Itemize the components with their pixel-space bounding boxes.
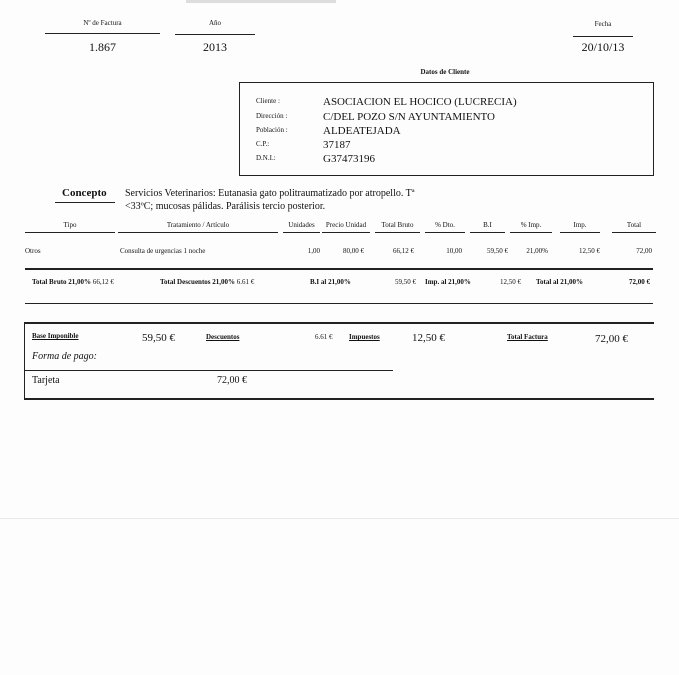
anio-value: 2013 bbox=[203, 40, 227, 54]
base-imponible-label: Base Imponible bbox=[32, 332, 79, 340]
fecha-underline bbox=[573, 36, 633, 37]
col-tipo: Tipo bbox=[63, 221, 77, 229]
descuentos-value: 6.61 € bbox=[315, 333, 333, 341]
col-precio: Precio Unidad bbox=[325, 221, 367, 229]
bi-label: B.I al 21,00% bbox=[310, 278, 351, 286]
fecha-label: Fecha bbox=[594, 20, 612, 28]
pago-method: Tarjeta bbox=[32, 375, 60, 386]
factura-underline bbox=[45, 33, 160, 34]
total-bruto-label: Total Bruto 21,00% bbox=[32, 278, 92, 286]
fecha-value: 20/10/13 bbox=[581, 40, 625, 54]
concepto-underline bbox=[55, 202, 115, 203]
col-unidades: Unidades bbox=[288, 221, 315, 229]
bi-value: 59,50 € bbox=[395, 278, 416, 286]
col-underline bbox=[510, 232, 552, 233]
col-underline bbox=[375, 232, 420, 233]
total-label: Total al 21,00% bbox=[536, 278, 583, 286]
impuestos-value: 12,50 € bbox=[412, 332, 445, 344]
direccion-value: C/DEL POZO S/N AYUNTAMIENTO bbox=[323, 111, 495, 123]
col-tratamiento: Tratamiento / Artículo bbox=[166, 221, 230, 229]
cp-label: C.P.: bbox=[256, 140, 270, 148]
col-underline bbox=[322, 232, 370, 233]
col-underline bbox=[612, 232, 656, 233]
row-total: 72,00 bbox=[636, 247, 652, 255]
col-dto: % Dto. bbox=[435, 221, 455, 229]
row-tratamiento: Consulta de urgencias 1 noche bbox=[120, 247, 206, 255]
row-unidades: 1,00 bbox=[307, 247, 320, 255]
forma-pago-label: Forma de pago: bbox=[32, 351, 97, 362]
totals-line bbox=[32, 278, 114, 286]
anio-label: Año bbox=[208, 19, 222, 27]
dni-label: D.N.I.: bbox=[256, 154, 276, 162]
concepto-label: Concepto bbox=[62, 187, 107, 199]
total-value: 72,00 € bbox=[629, 278, 650, 286]
cliente-name: ASOCIACION EL HOCICO (LUCRECIA) bbox=[323, 96, 517, 108]
totals-top-rule bbox=[25, 268, 653, 270]
totals-bottom-rule bbox=[25, 303, 653, 304]
total-bruto-value: 66,12 € bbox=[92, 278, 114, 286]
row-bi: 59,50 € bbox=[487, 247, 508, 255]
col-bruto: Total Bruto bbox=[381, 221, 414, 229]
poblacion-value: ALDEATEJADA bbox=[323, 125, 401, 137]
concepto-line-2: <33ºC; mucosas pálidas. Parálisis tercio posterior. bbox=[125, 201, 326, 212]
descuentos-label: Descuentos bbox=[206, 333, 240, 341]
row-precio: 80,00 € bbox=[343, 247, 364, 255]
base-imponible-value: 59,50 € bbox=[142, 332, 175, 344]
pago-value: 72,00 € bbox=[217, 375, 247, 386]
impuestos-label: Impuestos bbox=[349, 333, 380, 341]
imp-total-value: 12,50 € bbox=[500, 278, 521, 286]
row-imp: 12,50 € bbox=[579, 247, 600, 255]
row-tipo: Otros bbox=[25, 247, 41, 255]
factura-label: Nº de Factura bbox=[83, 19, 122, 27]
concepto-line-1: Servicios Veterinarios: Eutanasia gato politraumatizado por atropello. Tª bbox=[125, 188, 415, 199]
cp-value: 37187 bbox=[323, 139, 351, 151]
total-factura-label: Total Factura bbox=[507, 333, 548, 341]
total-factura-value: 72,00 € bbox=[595, 333, 628, 345]
scan-artifact bbox=[186, 0, 336, 3]
imp-total-label: Imp. al 21,00% bbox=[425, 278, 471, 286]
col-imp: Imp. bbox=[573, 221, 587, 229]
col-underline bbox=[470, 232, 505, 233]
row-bruto: 66,12 € bbox=[393, 247, 414, 255]
forma-pago-rule bbox=[25, 370, 393, 371]
row-imp-pct: 21,00% bbox=[526, 247, 548, 255]
col-bi: B.I bbox=[483, 221, 492, 229]
poblacion-label: Población : bbox=[256, 126, 288, 134]
col-underline bbox=[25, 232, 115, 233]
total-descuentos bbox=[160, 278, 254, 286]
summary-box bbox=[24, 322, 654, 400]
anio-underline bbox=[175, 34, 255, 35]
col-underline bbox=[118, 232, 278, 233]
dni-value: G37473196 bbox=[323, 153, 375, 165]
col-underline bbox=[560, 232, 600, 233]
total-descuentos-label: Total Descuentos 21,00% bbox=[160, 278, 235, 286]
cliente-label: Cliente : bbox=[256, 97, 280, 105]
row-dto: 10,00 bbox=[446, 247, 462, 255]
factura-number: 1.867 bbox=[89, 40, 116, 54]
scan-fold-line bbox=[0, 518, 679, 519]
col-imp-pct: % Imp. bbox=[520, 221, 542, 229]
col-underline bbox=[283, 232, 320, 233]
total-descuentos-value: 6.61 € bbox=[236, 278, 255, 286]
col-total: Total bbox=[626, 221, 642, 229]
col-underline bbox=[425, 232, 465, 233]
cliente-title: Datos de Cliente bbox=[420, 68, 470, 76]
direccion-label: Dirección : bbox=[256, 112, 288, 120]
